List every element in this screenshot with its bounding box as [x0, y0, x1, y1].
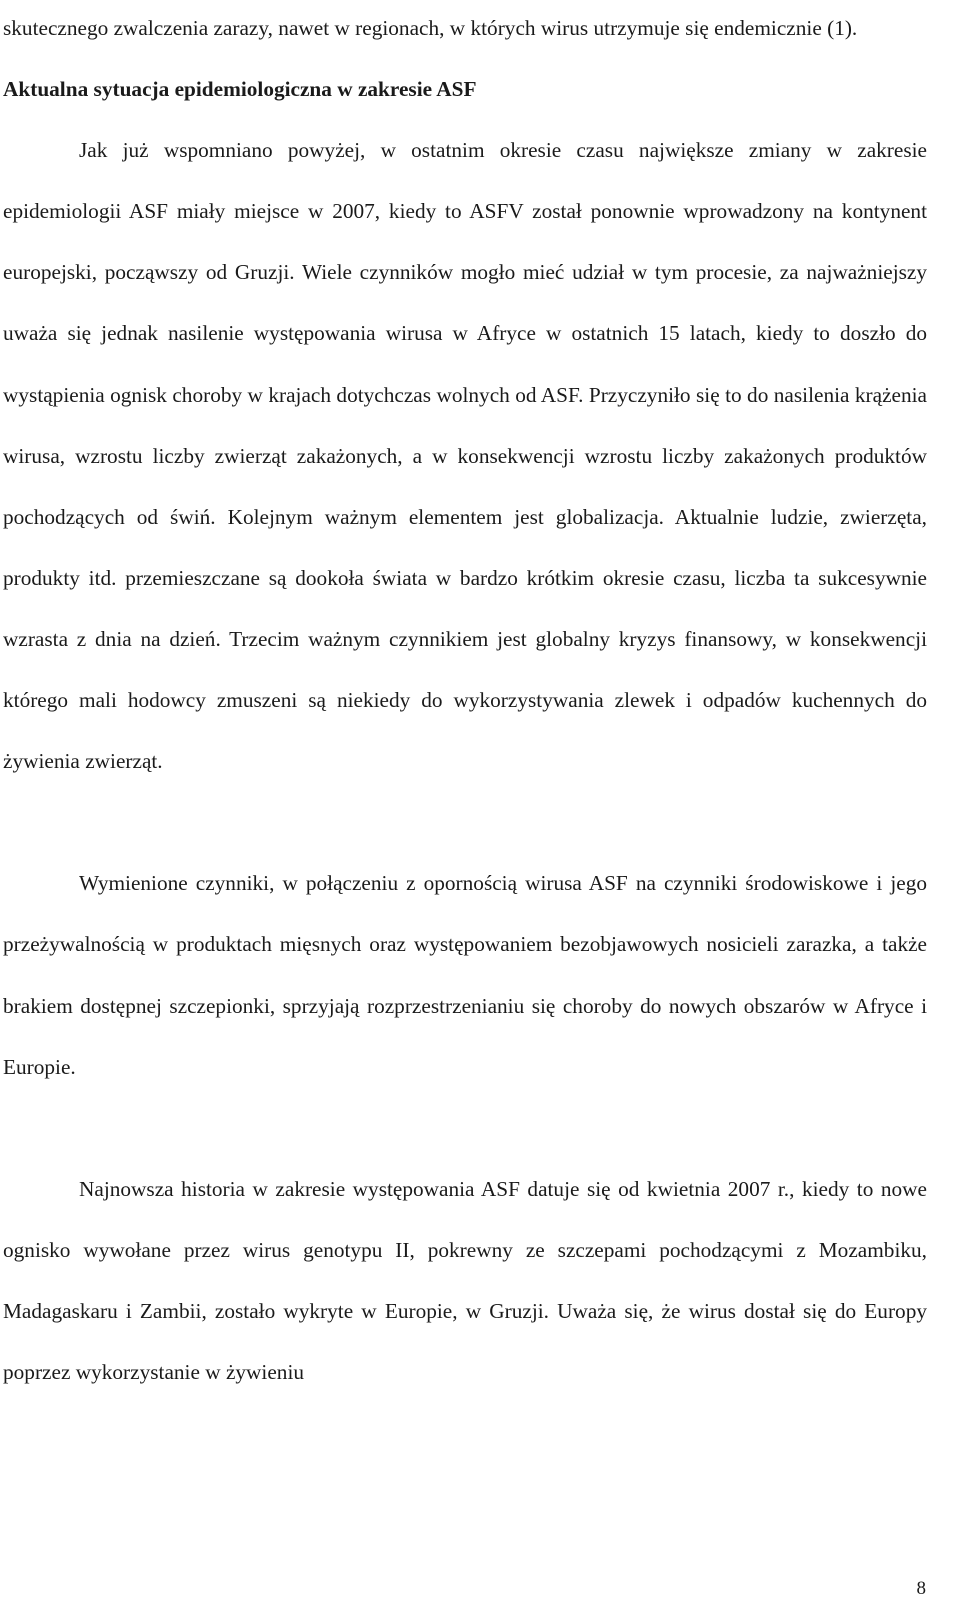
document-page [3, 0, 927, 1403]
paragraph-3: Najnowsza historia w zakresie występowania ASF datuje się od kwietnia 2007 r., kiedy to nowe ognisko wywołane przez wirus genotypu II, pokrewny ze szczepami pochodzącymi z Mozambiku, Madagaskaru i Zambii, zostało wykryte w Europie, w Gruzji. Uważa się, że wirus dostał się do Europy poprzez wykorzystanie w żywieniu [3, 1176, 927, 1385]
paragraph-1: Jak już wspomniano powyżej, w ostatnim okresie czasu największe zmiany w zakresie epidemiologii ASF miały miejsce w 2007, kiedy to ASFV został ponownie wprowadzony na kontynent europejski, począwszy od Gruzji. Wiele czynników mogło mieć udział w tym procesie, za najważniejszy uważa się jednak nasilenie występowania wirusa w Afryce w ostatnich 15 latach, kiedy to doszło do wystąpienia ognisk choroby w krajach dotychczas wolnych od ASF. Przyczyniło się to do nasilenia krążenia wirusa, wzrostu liczby zwierząt zakażonych, a w konsekwencji wzrostu liczby zakażonych produktów pochodzących od świń. Kolejnym ważnym elementem jest globalizacja. Aktualnie ludzie, zwierzęta, produkty itd. przemieszczane są dookoła świata w bardzo krótkim okresie czasu, liczba ta sukcesywnie wzrasta z dnia na dzień. Trzecim ważnym czynnikiem jest globalny kryzys finansowy, w konsekwencji którego mali hodowcy zmuszeni są niekiedy do wykorzystywania zlewek i odpadów kuchennych do żywienia zwierząt. [3, 138, 927, 774]
paragraph-2: Wymienione czynniki, w połączeniu z opornością wirusa ASF na czynniki środowiskowe i jego przeżywalnością w produktach mięsnych oraz występowaniem bezobjawowych nosicieli zarazka, a także brakiem dostępnej szczepionki, sprzyjają rozprzestrzenianiu się choroby do nowych obszarów w Afryce i Europie. [3, 871, 927, 1079]
page-number: 8 [916, 1578, 926, 1599]
paragraph-gap [3, 792, 927, 853]
paragraph-gap [3, 1098, 927, 1159]
lead-paragraph: skutecznego zwalczenia zarazy, nawet w regionach, w których wirus utrzymuje się endemicznie (1). [3, 16, 858, 40]
section-heading: Aktualna sytuacja epidemiologiczna w zakresie ASF [3, 77, 477, 102]
